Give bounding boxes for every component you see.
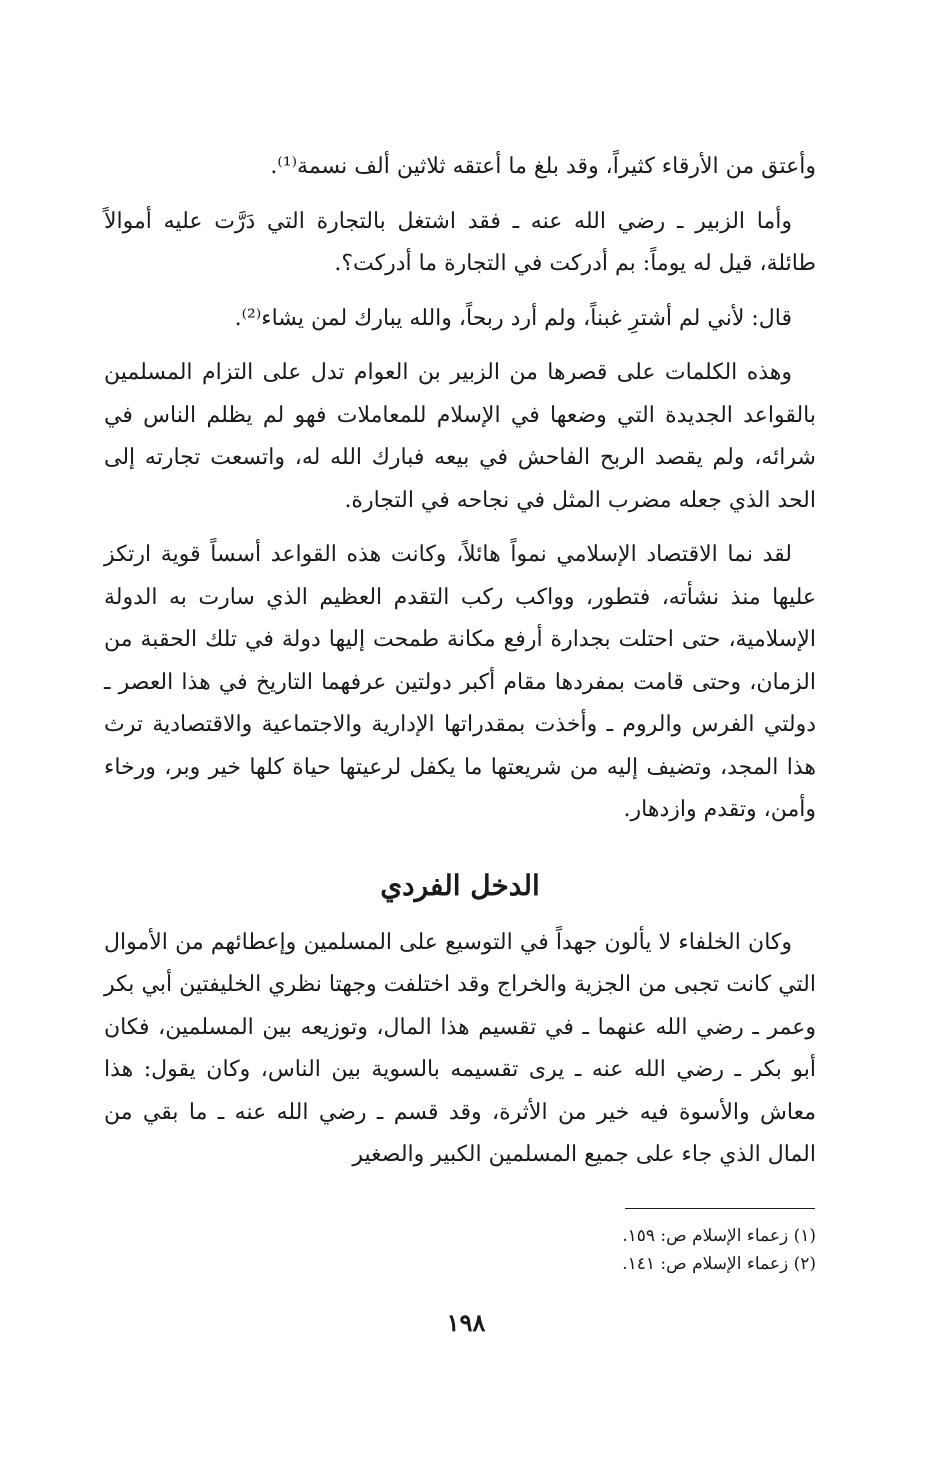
footnote-divider xyxy=(625,1208,815,1209)
section-heading: الدخل الفردي xyxy=(380,868,540,902)
paragraph-1: وأعتق من الأرقاء كثيراً، وقد بلغ ما أعتقه ثلاثين ألف نسمة⁽¹⁾. xyxy=(270,154,816,179)
paragraph-3: قال: لأني لم أشترِ غبناً، ولم أرد ربحاً، والله يبارك لمن يشاء⁽²⁾. xyxy=(234,305,792,331)
paragraph-5: لقد نما الاقتصاد الإسلامي نمواً هائلاً، وكانت هذه القواعد أسساً قوية ارتكز عليها منذ نشأته، فتطور، وواكب ركب التقدم العظيم الذي سارت به الدولة الإسلامية، حتى احتلت بجدارة أرفع مكانة طمحت إليها دولة في تلك الحقبة من الزمان، وحتى قامت بمفردها مقام أكبر دولتين عرفهما التاريخ في هذا العصر ـ دولتي الفرس والروم ـ وأخذت بمقدراتها الإدارية والاجتماعية والاقتصادية ترث هذا المجد، وتضيف إليه من شريعتها ما يكفل لرعيتها حياة كلها خير وبر، ورخاء وأمن، وتقدم وازدهار. xyxy=(104,542,816,822)
page-number: ١٩٨ xyxy=(446,1308,486,1337)
footnote-1: (١) زعماء الإسلام ص: ١٥٩. xyxy=(622,1226,816,1246)
main-text xyxy=(104,146,816,1189)
paragraph-2: وأما الزبير ـ رضي الله عنه ـ فقد اشتغل بالتجارة التي دَرَّت عليه أموالاً طائلة، قيل له يوماً: بم أدركت في التجارة ما أدركت؟. xyxy=(104,208,816,276)
footnote-2: (٢) زعماء الإسلام ص: ١٤١. xyxy=(622,1254,816,1274)
paragraph-6: وكان الخلفاء لا يألون جهداً في التوسيع على المسلمين وإعطائهم من الأموال التي كانت تجبى من الجزية والخراج وقد اختلفت وجهتا نظري الخليفتين أبي بكر وعمر ـ رضي الله عنهما ـ في تقسيم هذا المال، وتوزيعه بين المسلمين، فكان أبو بكر ـ رضي الله عنه ـ يرى تقسيمه بالسوية بين الناس، وكان يقول: هذا معاش والأسوة فيه خير من الأثرة، وقد قسم ـ رضي الله عنه ـ ما بقي من المال الذي جاء على جميع المسلمين الكبير والصغير xyxy=(104,929,816,1167)
footnotes xyxy=(300,1222,816,1278)
paragraph-4: وهذه الكلمات على قصرها من الزبير بن العوام تدل على التزام المسلمين بالقواعد الجديدة التي وضعها في الإسلام للمعاملات فهو لم يظلم الناس في شرائه، ولم يقصد الربح الفاحش في بيعه فبارك الله له، واتسعت تجارته إلى الحد الذي جعله مضرب المثل في نجاحه في التجارة. xyxy=(104,360,816,513)
